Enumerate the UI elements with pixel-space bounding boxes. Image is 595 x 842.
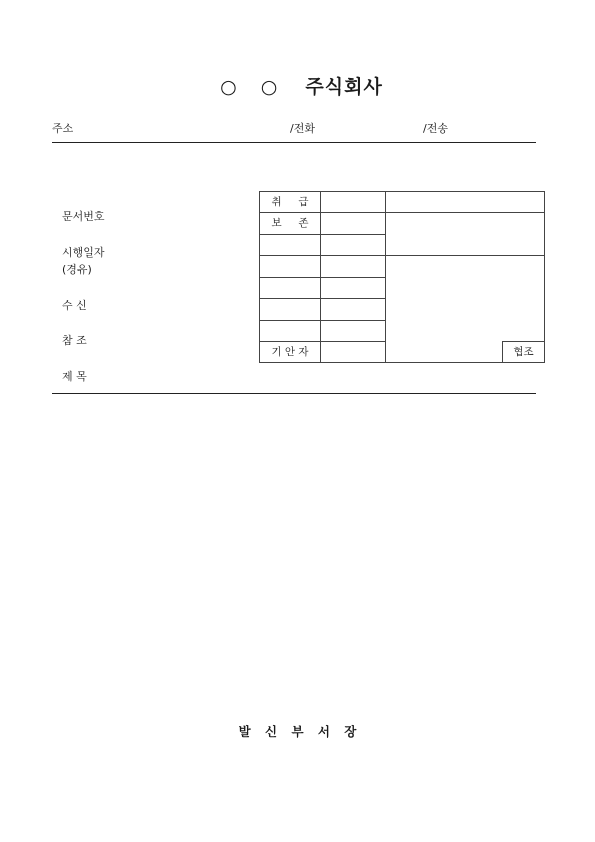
box-row-divider-6 bbox=[259, 320, 386, 321]
recipient-label: 수 신 bbox=[62, 299, 87, 312]
box-row-divider-5 bbox=[259, 298, 386, 299]
address-label: 주소 bbox=[52, 122, 74, 135]
handling-label: 취 급 bbox=[271, 196, 309, 208]
header-divider bbox=[52, 142, 536, 143]
document-title bbox=[0, 72, 595, 99]
reference-label: 참 조 bbox=[62, 334, 87, 347]
company-mark-2: ○ bbox=[260, 76, 279, 98]
box-right-divider-1 bbox=[385, 212, 545, 213]
subject-label: 제 목 bbox=[62, 370, 87, 383]
doc-number-label: 문서번호 bbox=[62, 210, 105, 223]
sender-department: 발 신 부 서 장 bbox=[238, 724, 357, 739]
cooperation-label: 협조 bbox=[513, 346, 534, 358]
box-row-divider-2 bbox=[259, 234, 386, 235]
box-row-divider-4 bbox=[259, 277, 386, 278]
company-mark-1: ○ bbox=[220, 76, 238, 98]
fax-label: /전송 bbox=[423, 122, 448, 135]
box-right-edge bbox=[544, 191, 545, 363]
company-name: 주식회사 bbox=[305, 76, 383, 98]
box-right-divider-2 bbox=[385, 255, 545, 256]
via-label: (경유) bbox=[62, 263, 92, 276]
body-divider bbox=[52, 393, 536, 394]
enforce-date-label: 시행일자 bbox=[62, 246, 105, 259]
retention-label: 보 존 bbox=[271, 217, 309, 229]
phone-label: /전화 bbox=[290, 122, 315, 135]
drafter-label: 기 안 자 bbox=[271, 346, 309, 358]
box-row-divider-3 bbox=[259, 255, 386, 256]
